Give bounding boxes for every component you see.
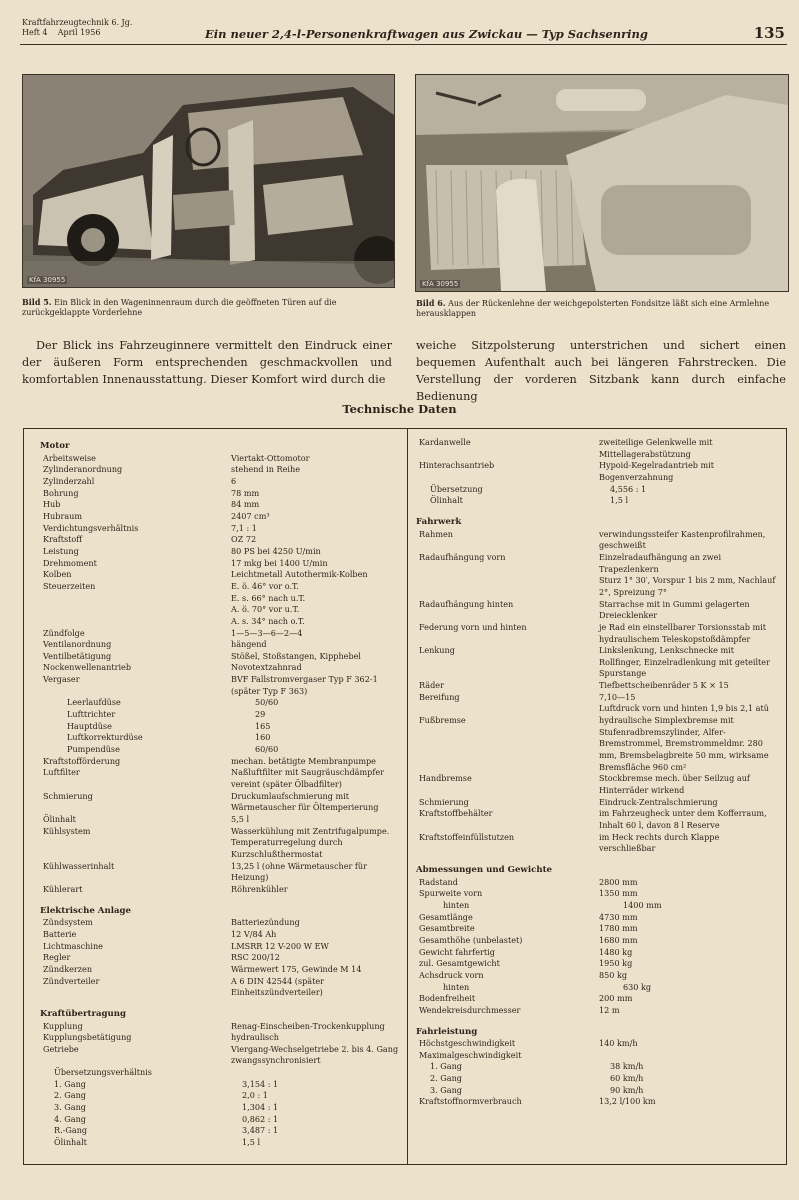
- spec-value: Viertakt-Ottomotor: [231, 452, 310, 463]
- spec-value: Linkslenkung, Lenkschnecke mit Rollfinger, Einzelradlenkung mit geteilter Spurstange: [599, 645, 770, 679]
- spec-label: 4. Gang: [54, 1113, 86, 1124]
- table-row: [40, 1125, 400, 1137]
- table-row: [40, 721, 400, 733]
- spec-value: Naßluftfilter mit Saugräuschdämpfer vereint (später Ölbadfilter): [231, 767, 385, 790]
- spec-label: [40, 604, 231, 616]
- table-column-right: [416, 437, 776, 1108]
- table-row: [416, 575, 776, 598]
- spec-label: Gewicht fahrfertig: [419, 946, 495, 957]
- spec-value: mechan. betätigte Membranpumpe: [231, 755, 376, 766]
- spec-value: A 6 DIN 42544 (später Einheitszündverteiler): [231, 975, 325, 998]
- table-row: [416, 552, 776, 575]
- spec-value: 60 km/h: [610, 1073, 644, 1084]
- figure-caption-6: [416, 298, 787, 319]
- spec-value: 0,862 : 1: [242, 1113, 279, 1124]
- photo-stamp: KfA 30955: [29, 276, 66, 284]
- spec-label: Übersetzungsverhältnis: [54, 1067, 152, 1078]
- table-row: [40, 453, 400, 465]
- spec-label: Kraftstofförderung: [43, 755, 121, 766]
- spec-label: Hubraum: [43, 510, 83, 521]
- spec-label: Hauptdüse: [67, 720, 112, 731]
- spec-label: Kolben: [43, 569, 72, 580]
- spec-label: [416, 703, 599, 715]
- spec-value: BVF Fallstromvergaser Typ F 362-1 (später Typ F 363): [231, 674, 378, 696]
- spec-value: Tiefbettscheibenräder 5 K × 15: [599, 680, 729, 691]
- spec-label: [40, 616, 231, 628]
- spec-label: Gesamtlänge: [419, 911, 473, 922]
- spec-label: Kupplungsbetätigung: [43, 1032, 132, 1043]
- spec-label: Federung vorn und hinten: [419, 621, 527, 632]
- spec-label: Kraftstoffeinfüllstutzen: [419, 831, 515, 842]
- section-heading: Fahrleistung: [416, 1026, 478, 1037]
- spec-label: Kühlwasserinhalt: [43, 860, 115, 871]
- spec-label: 3. Gang: [430, 1084, 462, 1095]
- table-row: [40, 511, 400, 523]
- spec-label: Steuerzeiten: [43, 580, 96, 591]
- spec-label: Kraftstoffnormverbrauch: [419, 1096, 522, 1107]
- spec-value: 4,556 : 1: [610, 483, 647, 494]
- table-row: [40, 593, 400, 605]
- spec-label: Verdichtungsverhältnis: [43, 522, 139, 533]
- spec-value: 1480 kg: [599, 946, 633, 957]
- section-heading: Motor: [40, 441, 70, 451]
- spec-label: Kardanwelle: [419, 437, 471, 447]
- table-row: [40, 546, 400, 558]
- photo-car-open-doors: [22, 74, 395, 288]
- spec-label: Wendekreisdurchmesser: [419, 1004, 521, 1015]
- table-row: [416, 888, 776, 900]
- spec-label: Nockenwellenantrieb: [43, 662, 132, 673]
- spec-label: hinten: [443, 899, 470, 910]
- spec-value: 140 km/h: [599, 1038, 638, 1049]
- spec-value: 29: [255, 709, 266, 720]
- section-gap: [416, 507, 776, 513]
- spec-value: Viergang-Wechselgetriebe 2. bis 4. Gang zwangssynchronisiert: [231, 1043, 399, 1066]
- spec-label: Lenkung: [419, 645, 455, 656]
- spec-label: Ventilbetätigung: [43, 650, 112, 661]
- spec-label: Radaufhängung hinten: [419, 598, 514, 609]
- page-number: 135: [753, 24, 785, 42]
- table-row: [416, 808, 776, 831]
- photo-rear-seat: [415, 74, 789, 292]
- spec-value: 1,304 : 1: [242, 1102, 279, 1113]
- spec-label: Räder: [419, 680, 444, 691]
- spec-value: 165: [255, 720, 271, 731]
- table-row: [416, 645, 776, 680]
- spec-value: 160: [255, 732, 271, 743]
- spec-value: Hypoid-Kegelradantrieb mit Bogenverzahnung: [599, 460, 715, 482]
- body-text-right: weiche Sitzpolsterung unterstrichen und sichert einen bequemen Aufenthalt auch bei längeren Fahrstrecken. Die Verstellung der vorderen Sitzbank kann durch einfache Bedienung: [416, 339, 786, 403]
- table-row: [40, 1079, 400, 1091]
- spec-value: 1,5 l: [242, 1137, 261, 1148]
- table-row: [40, 628, 400, 640]
- table-row: [416, 935, 776, 947]
- spec-value: im Heck rechts durch Klappe verschließbar: [599, 831, 720, 854]
- table-row: [40, 1137, 400, 1149]
- table-row: [40, 732, 400, 744]
- spec-value: E. s. 66° nach u.T.: [231, 592, 306, 603]
- spec-value: 12 V/84 Ah: [231, 928, 277, 939]
- spec-value: 7,10—15: [599, 691, 636, 702]
- journal-info: [22, 18, 132, 38]
- spec-value: 80 PS bei 4250 U/min: [231, 545, 321, 556]
- spec-value: OZ 72: [231, 534, 257, 545]
- spec-label: Ölinhalt: [54, 1137, 87, 1148]
- spec-label: Hinterachsantrieb: [419, 460, 495, 471]
- table-row: [40, 917, 400, 929]
- spec-label: Hub: [43, 499, 61, 510]
- spec-label: Radaufhängung vorn: [419, 551, 506, 562]
- spec-value: Stößel, Stoßstangen, Kipphebel: [231, 650, 362, 661]
- spec-value: Einzelradaufhängung an zwei Trapezlenkern: [599, 551, 722, 574]
- spec-label: Übersetzung: [430, 483, 483, 494]
- table-row: [40, 464, 400, 476]
- section-heading: Abmessungen und Gewichte: [416, 864, 553, 875]
- figure-label: Bild 5.: [22, 297, 52, 307]
- spec-label: Kühlerart: [43, 883, 83, 894]
- spec-label: Leistung: [43, 545, 79, 556]
- spec-value: Leichtmetall Autothermik-Kolben: [231, 569, 368, 580]
- table-row: [40, 1067, 400, 1079]
- spec-value: Starrachse mit in Gummi gelagerten Dreiecklenker: [599, 598, 750, 621]
- table-row: [40, 709, 400, 721]
- spec-value: 200 mm: [599, 993, 633, 1004]
- spec-value: Stockbremse mech. über Seilzug auf Hinterräder wirkend: [599, 773, 750, 796]
- spec-value: 3,487 : 1: [242, 1125, 279, 1136]
- table-row: [416, 1085, 776, 1097]
- table-row: [416, 877, 776, 889]
- spec-value: Renag-Einscheiben-Trockenkupplung: [231, 1020, 385, 1031]
- spec-label: Maximalgeschwindigkeit: [419, 1049, 522, 1060]
- section-heading: Elektrische Anlage: [40, 905, 132, 916]
- table-row: [40, 581, 400, 593]
- figure-label: Bild 6.: [416, 298, 446, 308]
- spec-value: hydraulische Simplexbremse mit Stufenradbremszylinder, Alfer-Bremstrommel, Bremstrommeldmr. 280 mm, Bremsbelagbreite 50 mm, wirksame Bremsfläche 960 cm²: [599, 715, 769, 772]
- table-row: [416, 680, 776, 692]
- spec-value: Druckumlaufschmierung mit Wärmetauscher für Öltemperierung: [231, 790, 379, 813]
- spec-value: 2800 mm: [599, 876, 638, 887]
- spec-value: 1400 mm: [623, 899, 662, 910]
- table-row: [40, 952, 400, 964]
- table-row: [416, 692, 776, 704]
- journal-volume: 6. Jg.: [111, 18, 133, 27]
- table-row: [40, 744, 400, 756]
- article-title: Ein neuer 2,4-l-Personenkraftwagen aus Zwickau — Typ Sachsenring: [205, 27, 648, 41]
- table-column-left: [40, 437, 400, 1149]
- spec-label: Ventilanordnung: [43, 639, 112, 650]
- table-row: [416, 773, 776, 796]
- journal-issue: Heft 4: [22, 28, 48, 37]
- table-row: [40, 499, 400, 511]
- spec-value: Wärmewert 175, Gewinde M 14: [231, 963, 362, 974]
- spec-value: hängend: [231, 639, 267, 650]
- table-row: [40, 1044, 400, 1067]
- spec-label: Rahmen: [419, 528, 453, 539]
- table-row: [416, 715, 776, 773]
- spec-label: Bereifung: [419, 691, 460, 702]
- table-row: [416, 947, 776, 959]
- table-row: [40, 976, 400, 999]
- spec-label: Zündfolge: [43, 627, 85, 638]
- spec-value: Luftdruck vorn und hinten 1,9 bis 2,1 atü: [599, 703, 769, 714]
- spec-label: Kraftstoff: [43, 534, 83, 545]
- table-row: [416, 832, 776, 855]
- table-row: [416, 460, 776, 483]
- spec-label: Batterie: [43, 928, 77, 939]
- table-row: [40, 662, 400, 674]
- table-row: [40, 1090, 400, 1102]
- technical-data-table: [23, 428, 787, 1165]
- spec-value: 13,25 l (ohne Wärmetauscher für Heizung): [231, 860, 367, 883]
- spec-label: Ölinhalt: [430, 495, 463, 506]
- table-row: [416, 622, 776, 645]
- figure-caption-5: [22, 297, 394, 318]
- spec-value: 7,1 : 1: [231, 522, 257, 533]
- spec-value: Sturz 1° 30′, Vorspur 1 bis 2 mm, Nachlauf 2°, Spreizung 7°: [599, 575, 776, 597]
- table-row: [40, 523, 400, 535]
- spec-label: Gesamtbreite: [419, 923, 475, 934]
- spec-value: Novotextzahnrad: [231, 662, 302, 673]
- table-row: [40, 884, 400, 896]
- spec-label: Luftkorrekturdüse: [67, 732, 143, 743]
- table-row: [40, 756, 400, 768]
- spec-label: 1. Gang: [430, 1061, 462, 1072]
- spec-label: zul. Gesamtgewicht: [419, 958, 500, 969]
- spec-label: Radstand: [419, 876, 458, 887]
- spec-value: 1,5 l: [610, 495, 629, 506]
- spec-label: [40, 593, 231, 605]
- table-row: [416, 1061, 776, 1073]
- spec-label: Regler: [43, 952, 71, 963]
- table-row: [416, 982, 776, 994]
- table-row: [40, 488, 400, 500]
- spec-label: 2. Gang: [54, 1090, 86, 1101]
- spec-value: 630 kg: [623, 981, 652, 992]
- section-heading: Fahrwerk: [416, 516, 462, 527]
- table-row: [416, 958, 776, 970]
- spec-label: Leerlaufdüse: [67, 697, 121, 708]
- section-heading: Kraftübertragung: [40, 1008, 127, 1019]
- photo-stamp: KfA 30955: [422, 280, 459, 288]
- table-row: [40, 558, 400, 570]
- spec-value: [242, 1067, 400, 1079]
- spec-label: 1. Gang: [54, 1078, 86, 1089]
- spec-label: Arbeitsweise: [43, 452, 96, 463]
- spec-value: [599, 1050, 776, 1062]
- spec-label: Zündsystem: [43, 917, 93, 928]
- spec-value: im Fahrzeugheck unter dem Kofferraum, Inhalt 60 l, davon 8 l Reserve: [599, 808, 767, 830]
- spec-value: 17 mkg bei 1400 U/min: [231, 557, 328, 568]
- table-row: [416, 970, 776, 982]
- spec-label: Schmierung: [419, 796, 469, 807]
- journal-date: April 1956: [57, 28, 101, 37]
- spec-value: 13,2 l/100 km: [599, 1096, 656, 1107]
- table-row: [416, 437, 776, 460]
- table-row: [40, 826, 400, 861]
- table-row: [40, 1021, 400, 1033]
- table-row: [40, 674, 400, 697]
- table-row: [416, 484, 776, 496]
- spec-value: E. ö. 46° vor o.T.: [231, 580, 299, 591]
- table-row: [416, 923, 776, 935]
- spec-value: A. s. 34° nach o.T.: [231, 615, 305, 626]
- table-row: [40, 604, 400, 616]
- column-divider: [407, 429, 408, 1164]
- spec-value: je Rad ein einstellbarer Torsionsstab mit hydraulischem Teleskopstoßdämpfer: [599, 621, 766, 644]
- spec-value: 1950 kg: [599, 958, 633, 969]
- spec-value: 90 km/h: [610, 1084, 644, 1095]
- table-row: [416, 912, 776, 924]
- spec-value: 2407 cm³: [231, 510, 270, 521]
- spec-label: R.-Gang: [54, 1125, 88, 1136]
- spec-label: Ölinhalt: [43, 814, 76, 824]
- spec-value: 1350 mm: [599, 888, 638, 899]
- table-row: [40, 791, 400, 814]
- spec-label: Zylinderzahl: [43, 475, 95, 486]
- spec-label: [416, 575, 599, 598]
- spec-label: Drehmoment: [43, 557, 97, 568]
- table-row: [416, 1050, 776, 1062]
- table-row: [416, 1096, 776, 1108]
- spec-label: Luftfilter: [43, 767, 80, 778]
- body-paragraph-left: [22, 337, 392, 388]
- spec-label: 2. Gang: [430, 1073, 462, 1084]
- table-row: [416, 993, 776, 1005]
- spec-value: A. ö. 70° vor u.T.: [231, 604, 300, 615]
- table-row: [416, 1073, 776, 1085]
- spec-label: Kupplung: [43, 1020, 83, 1031]
- spec-label: Achsdruck vorn: [419, 969, 484, 980]
- spec-label: Vergaser: [43, 674, 80, 685]
- spec-value: 84 mm: [231, 499, 260, 510]
- table-row: [416, 1038, 776, 1050]
- spec-value: Röhrenkühler: [231, 883, 288, 894]
- spec-value: 12 m: [599, 1004, 620, 1015]
- table-row: [40, 569, 400, 581]
- table-title: Technische Daten: [342, 402, 457, 416]
- spec-label: Lufttrichter: [67, 709, 116, 720]
- table-row: [40, 767, 400, 790]
- header-rule: [20, 44, 787, 45]
- spec-value: 3,154 : 1: [242, 1078, 279, 1089]
- spec-value: 1680 mm: [599, 934, 638, 945]
- spec-label: 3. Gang: [54, 1102, 86, 1113]
- spec-label: hinten: [443, 981, 470, 992]
- table-row: [416, 599, 776, 622]
- spec-value: zweiteilige Gelenkwelle mit Mittellagerabstützung: [599, 437, 713, 459]
- spec-value: Wasserkühlung mit Zentrifugalpumpe. Temperaturregelung durch Kurzschlußthermostat: [231, 825, 390, 859]
- spec-value: 1—5—3—6—2—4: [231, 627, 303, 638]
- table-row: [40, 1102, 400, 1114]
- table-row: [40, 929, 400, 941]
- spec-value: 78 mm: [231, 487, 260, 498]
- table-row: [40, 476, 400, 488]
- table-row: [416, 797, 776, 809]
- spec-value: 6: [231, 475, 237, 486]
- spec-value: stehend in Reihe: [231, 464, 301, 475]
- spec-value: 60/60: [255, 744, 279, 755]
- spec-label: Höchstgeschwindigkeit: [419, 1038, 516, 1049]
- table-row: [40, 616, 400, 628]
- table-row: [40, 1114, 400, 1126]
- body-paragraph-right: [416, 337, 786, 405]
- spec-label: Schmierung: [43, 790, 93, 801]
- spec-label: Fußbremse: [419, 715, 466, 726]
- table-row: [40, 964, 400, 976]
- spec-value: LMSRR 12 V-200 W EW: [231, 940, 329, 951]
- figure-caption-text: Aus der Rückenlehne der weichgepolsterten Fondsitze läßt sich eine Armlehne herausklappen: [416, 299, 770, 318]
- spec-value: 38 km/h: [610, 1061, 644, 1072]
- table-row: [40, 814, 400, 826]
- spec-label: Bodenfreiheit: [419, 993, 476, 1004]
- table-row: [40, 651, 400, 663]
- body-text-left: Der Blick ins Fahrzeuginnere vermittelt den Eindruck einer der äußeren Form entsprechenden geschmackvollen und komfortablen Innenausstattung. Dieser Komfort wird durch die: [22, 339, 392, 386]
- section-gap: [416, 1017, 776, 1023]
- spec-value: hydraulisch: [231, 1032, 279, 1043]
- section-gap: [40, 896, 400, 902]
- table-row: [40, 1032, 400, 1044]
- journal-name: Kraftfahrzeugtechnik: [22, 18, 109, 27]
- spec-label: Zylinderanordnung: [43, 464, 123, 475]
- table-row: [416, 529, 776, 552]
- section-gap: [40, 999, 400, 1005]
- spec-value: RSC 200/12: [231, 952, 280, 963]
- table-row: [40, 534, 400, 546]
- spec-value: Batteriezündung: [231, 917, 300, 928]
- spec-value: 850 kg: [599, 969, 628, 980]
- spec-value: 50/60: [255, 697, 279, 708]
- table-row: [40, 697, 400, 709]
- spec-value: 2,0 : 1: [242, 1090, 268, 1101]
- spec-label: Kraftstoffbehälter: [419, 808, 493, 819]
- table-row: [416, 495, 776, 507]
- table-row: [40, 861, 400, 884]
- table-row: [40, 941, 400, 953]
- section-gap: [416, 855, 776, 861]
- spec-label: Zündkerzen: [43, 963, 93, 974]
- spec-value: verwindungssteifer Kastenprofilrahmen, geschweißt: [599, 528, 766, 551]
- spec-value: 5,5 l: [231, 814, 250, 824]
- table-row: [40, 639, 400, 651]
- spec-value: Eindruck-Zentralschmierung: [599, 796, 718, 807]
- table-row: [416, 703, 776, 715]
- spec-label: Lichtmaschine: [43, 940, 103, 951]
- spec-label: Pumpendüse: [67, 744, 120, 755]
- table-row: [416, 1005, 776, 1017]
- figure-caption-text: Ein Blick in den Wageninnenraum durch die geöffneten Türen auf die zurückgeklappte Vorderlehne: [22, 298, 337, 317]
- spec-label: Zündverteiler: [43, 975, 100, 986]
- table-row: [416, 900, 776, 912]
- spec-label: Getriebe: [43, 1043, 79, 1054]
- spec-value: 1780 mm: [599, 923, 638, 934]
- spec-value: 4730 mm: [599, 911, 638, 922]
- spec-label: Spurweite vorn: [419, 888, 483, 899]
- spec-label: Kühlsystem: [43, 825, 91, 836]
- spec-label: Gesamthöhe (unbelastet): [419, 934, 523, 945]
- spec-label: Bohrung: [43, 487, 79, 498]
- spec-label: Handbremse: [419, 773, 472, 784]
